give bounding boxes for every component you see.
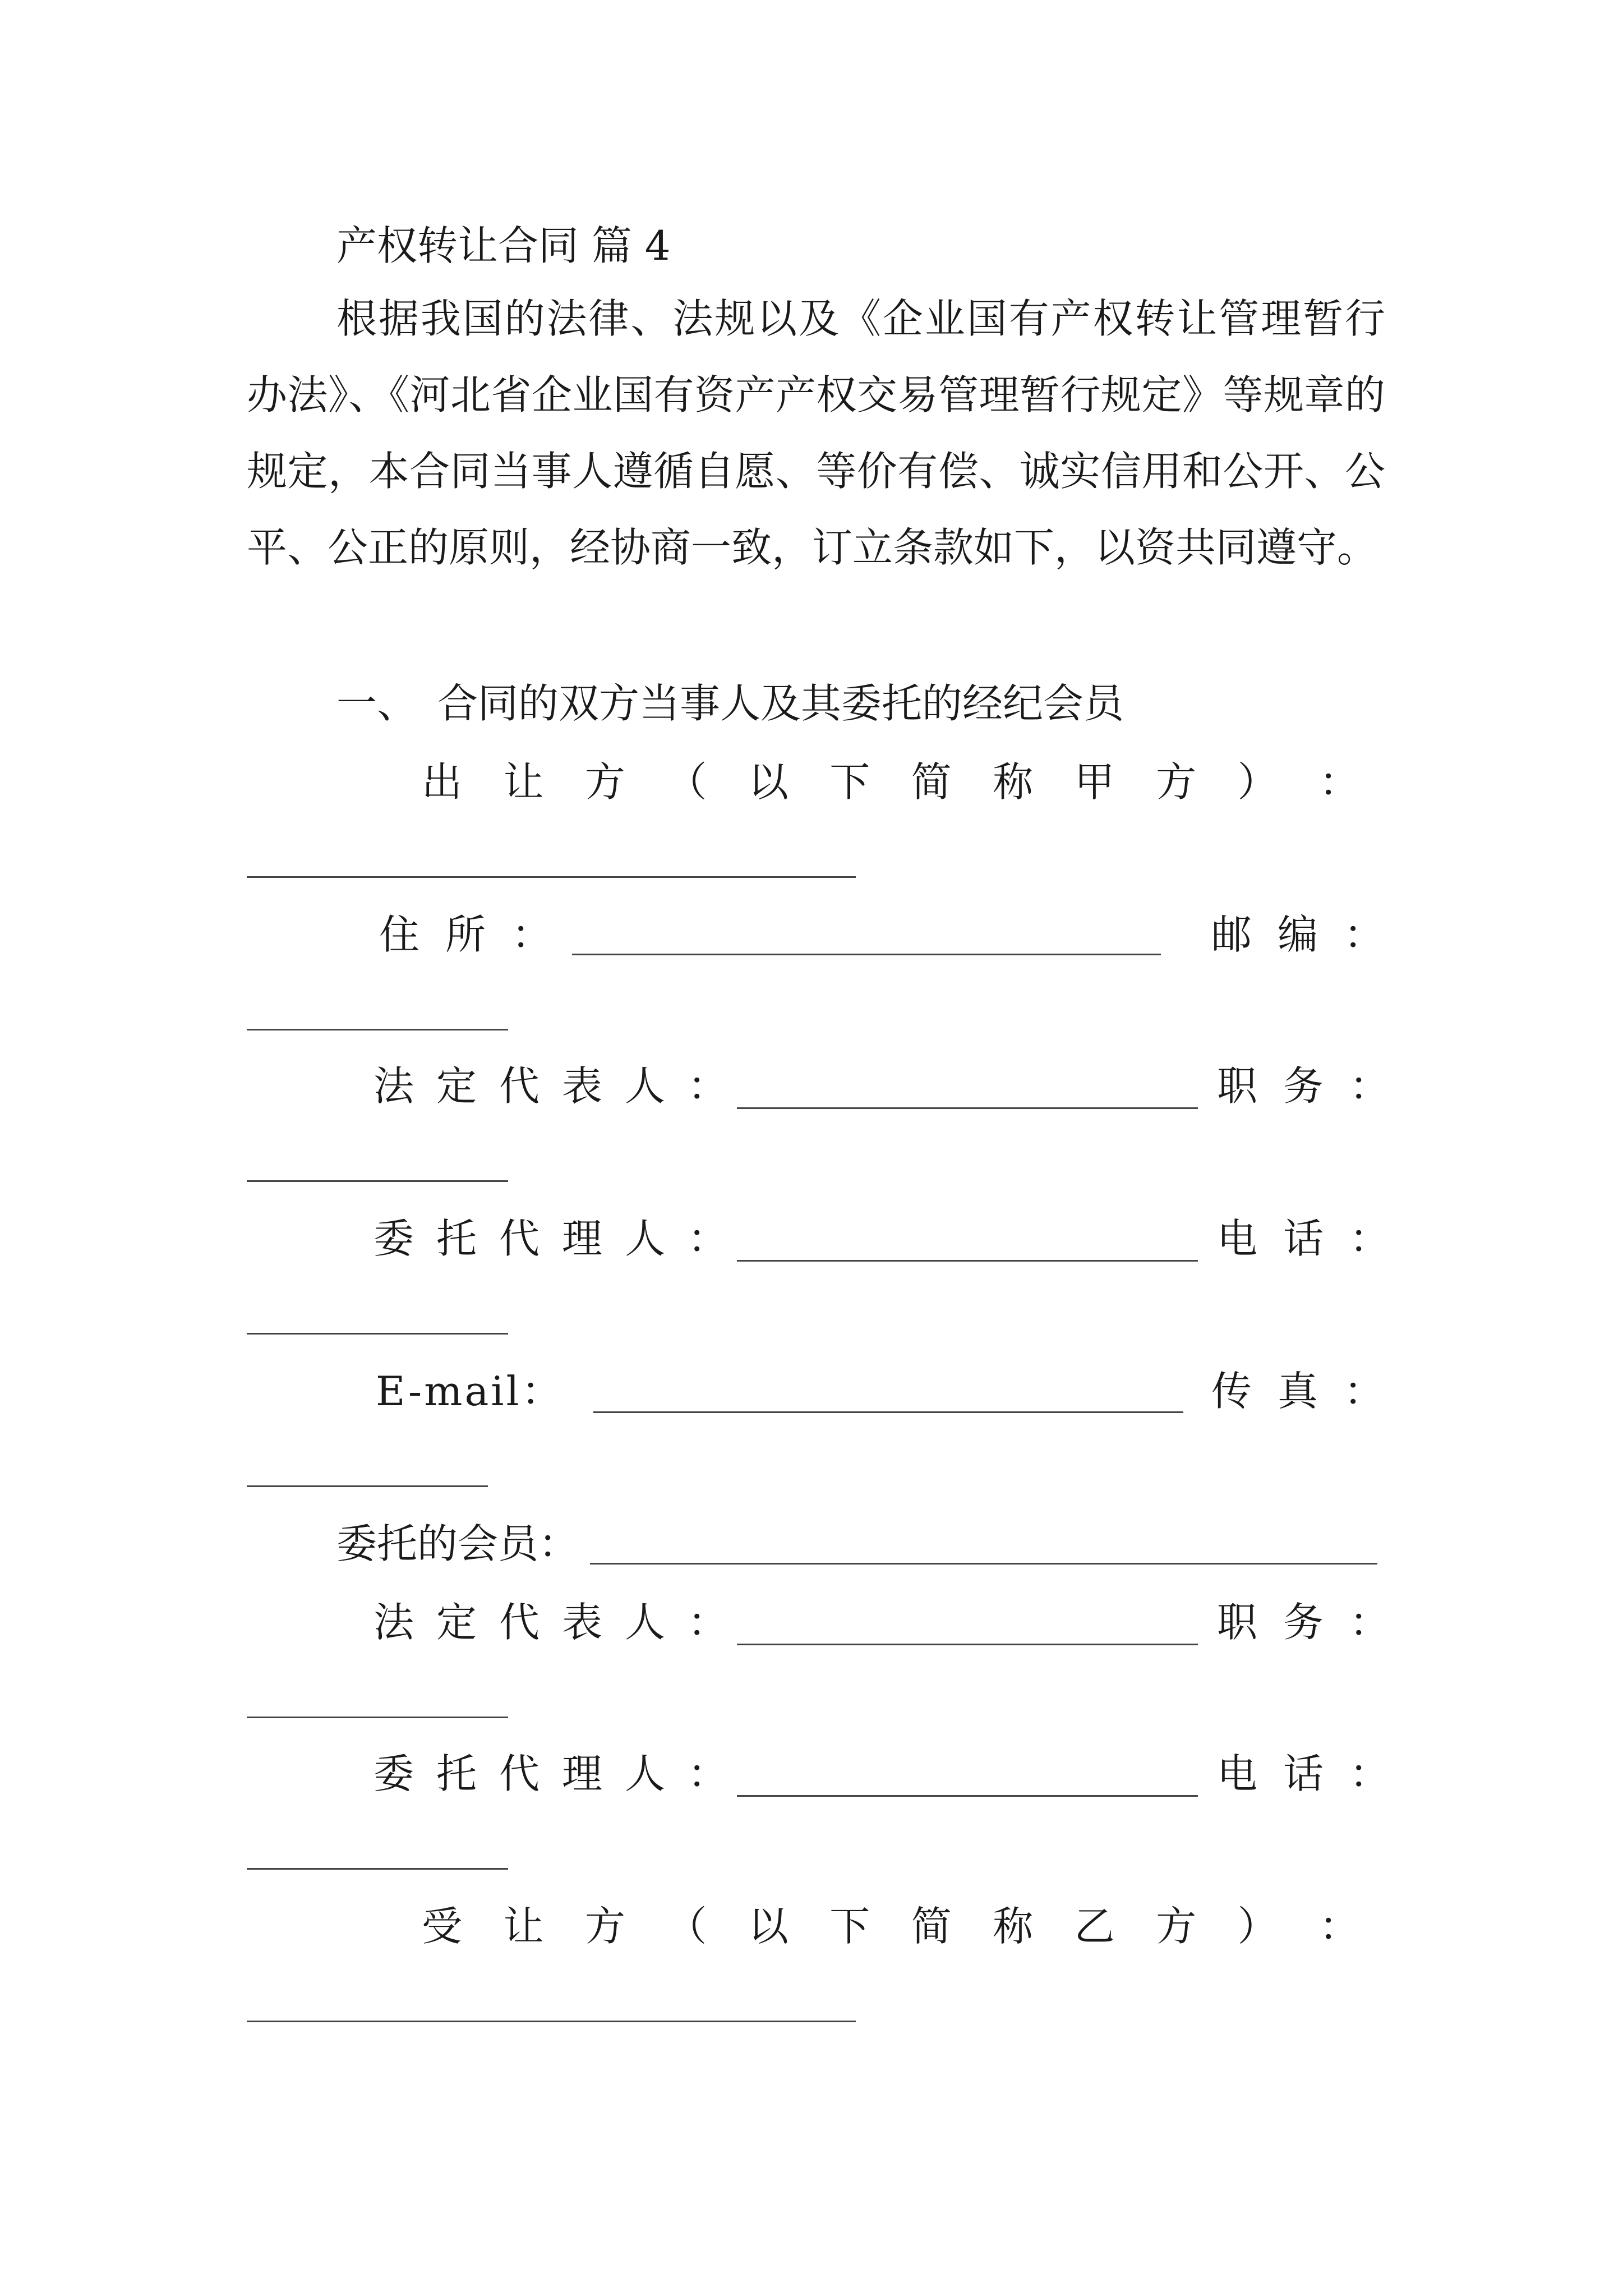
- transferor-label: 出 让 方 （ 以 下 简 称 甲 方 ） ：: [422, 758, 1359, 806]
- section-1-heading: 一、 合同的双方当事人及其委托的经纪会员: [336, 680, 1124, 727]
- legal-rep-label: 法定代表人：: [374, 1062, 751, 1110]
- agent-label: 委托代理人：: [374, 1215, 751, 1262]
- postcode-blank[interactable]: [247, 1029, 508, 1030]
- phone-label: 电话：: [1217, 1215, 1416, 1262]
- member-position-blank[interactable]: [247, 1717, 508, 1718]
- address-blank[interactable]: [572, 954, 1161, 955]
- member-legal-rep-label: 法定代表人：: [374, 1599, 751, 1646]
- email-label: E-mail：: [376, 1368, 564, 1415]
- member-agent-label: 委托代理人：: [374, 1750, 751, 1797]
- agent-blank[interactable]: [737, 1260, 1198, 1262]
- legal-rep-blank[interactable]: [737, 1107, 1198, 1109]
- transferor-name-blank[interactable]: [247, 876, 856, 878]
- member-phone-label: 电话：: [1217, 1750, 1416, 1797]
- member-legal-rep-blank[interactable]: [737, 1644, 1198, 1645]
- document-title: 产权转让合同 篇 4: [336, 222, 671, 269]
- fax-blank[interactable]: [247, 1485, 488, 1487]
- email-blank[interactable]: [593, 1411, 1183, 1413]
- member-blank[interactable]: [590, 1563, 1377, 1565]
- transferee-label: 受 让 方 （ 以 下 简 称 乙 方 ） ：: [422, 1903, 1359, 1950]
- address-label: 住所：: [379, 911, 578, 958]
- postcode-label: 邮编：: [1211, 911, 1410, 958]
- intro-paragraph: 根据我国的法律、法规以及《企业国有产权转让管理暂行办法》、《河北省企业国有资产产权交易管理暂行规定》等规章的规定，本合同当事人遵循自愿、等价有偿、诚实信用和公开、公平、公正的原则，经协商一致，订立条款如下，以资共同遵守。: [247, 295, 1385, 571]
- position-blank[interactable]: [247, 1180, 508, 1182]
- member-position-label: 职务：: [1217, 1599, 1416, 1646]
- position-label: 职务：: [1217, 1062, 1416, 1110]
- member-label: 委托的会员：: [336, 1520, 579, 1567]
- member-phone-blank[interactable]: [247, 1868, 508, 1870]
- transferee-name-blank[interactable]: [247, 2021, 856, 2022]
- member-agent-blank[interactable]: [737, 1795, 1198, 1797]
- phone-blank[interactable]: [247, 1333, 508, 1335]
- fax-label: 传真：: [1211, 1368, 1410, 1415]
